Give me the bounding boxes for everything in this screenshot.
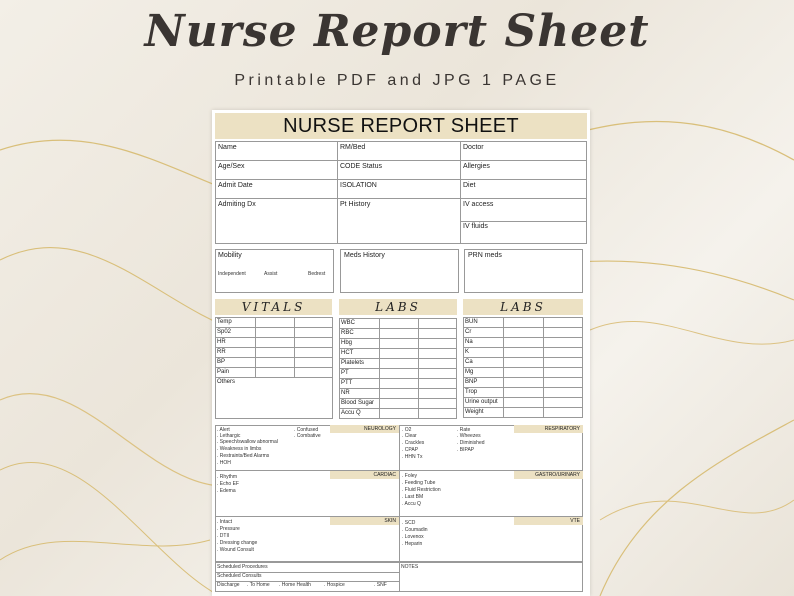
diet-label: Diet <box>463 182 476 189</box>
iv-fluids-label: IV fluids <box>463 223 488 230</box>
skin-item: . DTII <box>217 533 230 539</box>
page-title: Nurse Report Sheet <box>144 6 650 57</box>
patient-info-grid <box>215 141 587 244</box>
neurology-tag: NEUROLOGY <box>330 425 399 433</box>
resp-item: . CPAP <box>402 447 419 453</box>
resp-item: . HHN Tx <box>402 454 423 460</box>
pt-history-label: Pt History <box>340 201 371 208</box>
vte-tag: VTE <box>514 517 583 525</box>
labs-row-label: Trop <box>464 388 504 398</box>
cardiac-tag: CARDIAC <box>330 471 399 479</box>
labs-row-label: PT <box>340 369 380 379</box>
labs-row-label: BNP <box>464 378 504 388</box>
labs-row-label: Na <box>464 338 504 348</box>
discharge-home-health: . Home Health <box>279 582 311 588</box>
neuro-item: . Lethargic <box>217 433 241 439</box>
neuro-item: . Confused <box>294 427 319 433</box>
prn-meds-label: PRN meds <box>468 252 502 259</box>
isolation-label: ISOLATION <box>340 182 377 189</box>
labs-row-label: Cr <box>464 328 504 338</box>
resp-item: . O2 <box>402 427 412 433</box>
allergies-label: Allergies <box>463 163 490 170</box>
vitals-row-label: HR <box>216 338 256 348</box>
skin-item: . Dressing change <box>217 540 258 546</box>
meds-history-label: Meds History <box>344 252 385 259</box>
resp-item: . Clear <box>402 433 417 439</box>
labs-row-label: K <box>464 348 504 358</box>
scheduled-consults-label: Scheduled Consults <box>217 573 262 579</box>
vte-item: . Heparin <box>402 541 423 547</box>
gastro-urinary-tag: GASTRO/URINARY <box>514 471 583 479</box>
labs-row-label: NR <box>340 389 380 399</box>
labs-1-title: LABS <box>339 299 457 315</box>
gastro-item: . Last BM <box>402 494 424 500</box>
vitals-row-label: Sp02 <box>216 328 256 338</box>
page-subtitle: Printable PDF and JPG 1 PAGE <box>234 72 560 89</box>
labs-row-label: WBC <box>340 319 380 329</box>
labs-1-table <box>339 318 457 419</box>
neuro-item: . Alert <box>217 427 230 433</box>
skin-item: . Pressure <box>217 526 240 532</box>
scheduled-procedures-label: Scheduled Procedures <box>217 564 268 570</box>
name-label: Name <box>218 144 237 151</box>
gastro-item: . Feeding Tube <box>402 480 436 486</box>
resp-item: . BIPAP <box>457 447 475 453</box>
rm-bed-label: RM/Bed <box>340 144 366 151</box>
mobility-assist: Assist <box>264 271 278 277</box>
vitals-row-label: Temp <box>216 318 256 328</box>
vitals-title: VITALS <box>215 299 332 315</box>
labs-row-label: Mg <box>464 368 504 378</box>
labs-2-table <box>463 317 583 418</box>
labs-row-label: Urine output <box>464 398 504 408</box>
vte-item: . Lovenox <box>402 534 424 540</box>
discharge-label: Discharge <box>217 582 240 588</box>
vitals-table <box>215 317 333 378</box>
vte-item: . Coumadin <box>402 527 428 533</box>
cardiac-item: . Edema <box>217 488 236 494</box>
vitals-others-label: Others <box>217 379 236 385</box>
iv-access-label: IV access <box>463 201 494 208</box>
skin-item: . Wound Consult <box>217 547 254 553</box>
discharge-snf: . SNF <box>374 582 387 588</box>
discharge-hospice: . Hospice <box>324 582 345 588</box>
gastro-item: . Fluid Restriction <box>402 487 441 493</box>
vte-item: . SCD <box>402 520 416 526</box>
neuro-item: . Combative <box>294 433 321 439</box>
labs-row-label: PTT <box>340 379 380 389</box>
labs-row-label: Weight <box>464 408 504 418</box>
labs-row-label: RBC <box>340 329 380 339</box>
neuro-item: . Speech/swallow abnormal <box>217 439 278 445</box>
notes-label: NOTES <box>401 564 419 570</box>
neuro-item: . Restraints/Bed Alarms <box>217 453 270 459</box>
mobility-bedrest: Bedrest <box>308 271 326 277</box>
sheet-header: NURSE REPORT SHEET <box>215 113 587 139</box>
labs-row-label: HCT <box>340 349 380 359</box>
resp-item: . Diminished <box>457 440 485 446</box>
age-sex-label: Age/Sex <box>218 163 245 170</box>
labs-2-title: LABS <box>463 299 583 315</box>
labs-row-label: Ca <box>464 358 504 368</box>
labs-row-label: Platelets <box>340 359 380 369</box>
doctor-label: Doctor <box>463 144 484 151</box>
labs-row-label: Hbg <box>340 339 380 349</box>
skin-item: . Intact <box>217 519 233 525</box>
admitting-dx-label: Admiting Dx <box>218 201 256 208</box>
labs-row-label: BUN <box>464 318 504 328</box>
mobility-label: Mobility <box>218 252 242 259</box>
neuro-item: . HOH <box>217 460 231 466</box>
cardiac-item: . Echo EF <box>217 481 239 487</box>
gastro-item: . Foley <box>402 473 418 479</box>
neuro-item: . Weakness in limbs <box>217 446 262 452</box>
cardiac-item: . Rhythm <box>217 474 238 480</box>
vitals-row-label: RR <box>216 348 256 358</box>
report-sheet <box>212 110 590 596</box>
labs-row-label: Blood Sugar <box>340 399 380 409</box>
skin-tag: SKIN <box>330 517 399 525</box>
admit-date-label: Admit Date <box>218 182 253 189</box>
respiratory-tag: RESPIRATORY <box>514 425 583 433</box>
code-status-label: CODE Status <box>340 163 383 170</box>
vitals-row-label: BP <box>216 358 256 368</box>
resp-item: . Wheezes <box>457 433 481 439</box>
vitals-row-label: Pain <box>216 368 256 378</box>
resp-item: . Crackles <box>402 440 425 446</box>
gastro-item: . Accu Q <box>402 501 421 507</box>
discharge-home: . To Home <box>247 582 270 588</box>
resp-item: . Rate <box>457 427 471 433</box>
labs-row-label: Accu Q <box>340 409 380 419</box>
mobility-independent: Independent <box>218 271 246 277</box>
